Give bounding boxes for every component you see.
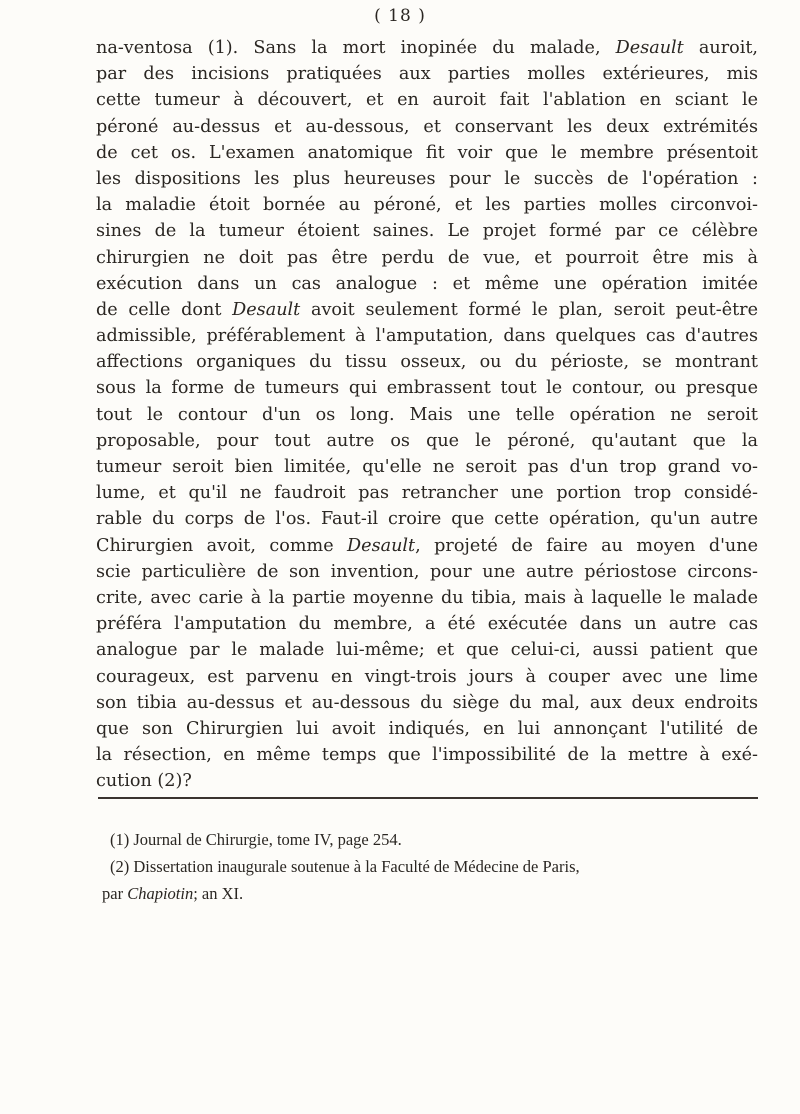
- text-line: que son Chirurgien lui avoit indiqués, en lui annonçant l'utilité de: [96, 718, 758, 739]
- page-number: ( 18 ): [374, 6, 426, 26]
- footnote-1: (1) Journal de Chirurgie, tome IV, page 254.: [110, 830, 402, 849]
- text-line: courageux, est parvenu en vingt-trois jours à couper avec une lime: [96, 666, 758, 687]
- text-line: scie particulière de son invention, pour une autre périostose circons-: [96, 561, 758, 582]
- text-line: tout le contour d'un os long. Mais une telle opération ne seroit: [96, 404, 758, 425]
- text-line: admissible, préférablement à l'amputation, dans quelques cas d'autres: [96, 326, 758, 347]
- text-line: sines de la tumeur étoient saines. Le projet formé par ce célèbre: [96, 221, 758, 242]
- text-line: rable du corps de l'os. Faut-il croire que cette opération, qu'un autre: [96, 509, 758, 530]
- text-line: cution (2)?: [96, 771, 192, 792]
- text-line: les dispositions les plus heureuses pour le succès de l'opération :: [96, 168, 758, 189]
- text-line: exécution dans un cas analogue : et même une opération imitée: [96, 273, 758, 294]
- text-line: préféra l'amputation du membre, a été exécutée dans un autre cas: [96, 614, 758, 635]
- author-name: Desault: [615, 38, 684, 58]
- text-line: la résection, en même temps que l'impossibilité de la mettre à exé-: [96, 745, 758, 766]
- text-line: son tibia au-dessus et au-dessous du siège du mal, aux deux endroits: [96, 692, 758, 713]
- footnote-2-continuation: par Chapiotin; an XI.: [102, 884, 244, 903]
- text-line: na-ventosa (1). Sans la mort inopinée du malade, Desault auroit,: [96, 38, 758, 58]
- text-line: proposable, pour tout autre os que le péroné, qu'autant que la: [96, 430, 758, 451]
- footnote-author: Chapiotin: [127, 884, 194, 903]
- text-line: lume, et qu'il ne faudroit pas retrancher une portion trop considé-: [96, 483, 758, 504]
- main-paragraph: [96, 35, 758, 794]
- text-line: par des incisions pratiquées aux parties molles extérieures, mis: [96, 64, 758, 85]
- text-line: tumeur seroit bien limitée, qu'elle ne seroit pas d'un trop grand vo-: [96, 457, 758, 477]
- author-name: Desault: [347, 535, 416, 556]
- text-line: cette tumeur à découvert, et en auroit fait l'ablation en sciant le: [96, 90, 758, 111]
- text-line: la maladie étoit bornée au péroné, et les parties molles circonvoi-: [96, 195, 758, 216]
- text-line: analogue par le malade lui-même; et que celui-ci, aussi patient que: [96, 640, 758, 661]
- text-line: Chirurgien avoit, comme Desault, projeté de faire au moyen d'une: [96, 535, 758, 556]
- footnote-divider: [98, 797, 758, 799]
- text-line: chirurgien ne doit pas être perdu de vue, et pourroit être mis à: [96, 247, 758, 268]
- author-name: Desault: [232, 299, 301, 320]
- text-line: crite, avec carie à la partie moyenne du tibia, mais à laquelle le malade: [96, 587, 758, 608]
- text-line: affections organiques du tissu osseux, ou du périoste, se montrant: [96, 352, 758, 373]
- footnotes: [102, 826, 758, 907]
- text-line: de cet os. L'examen anatomique fit voir que le membre présentoit: [96, 142, 758, 163]
- text-line: péroné au-dessus et au-dessous, et conservant les deux extrémités: [96, 116, 758, 137]
- text-line: sous la forme de tumeurs qui embrassent tout le contour, ou presque: [96, 378, 758, 399]
- footnote-2: (2) Dissertation inaugurale soutenue à la Faculté de Médecine de Paris,: [110, 857, 580, 876]
- text-line: de celle dont Desault avoit seulement formé le plan, seroit peut-être: [96, 299, 759, 320]
